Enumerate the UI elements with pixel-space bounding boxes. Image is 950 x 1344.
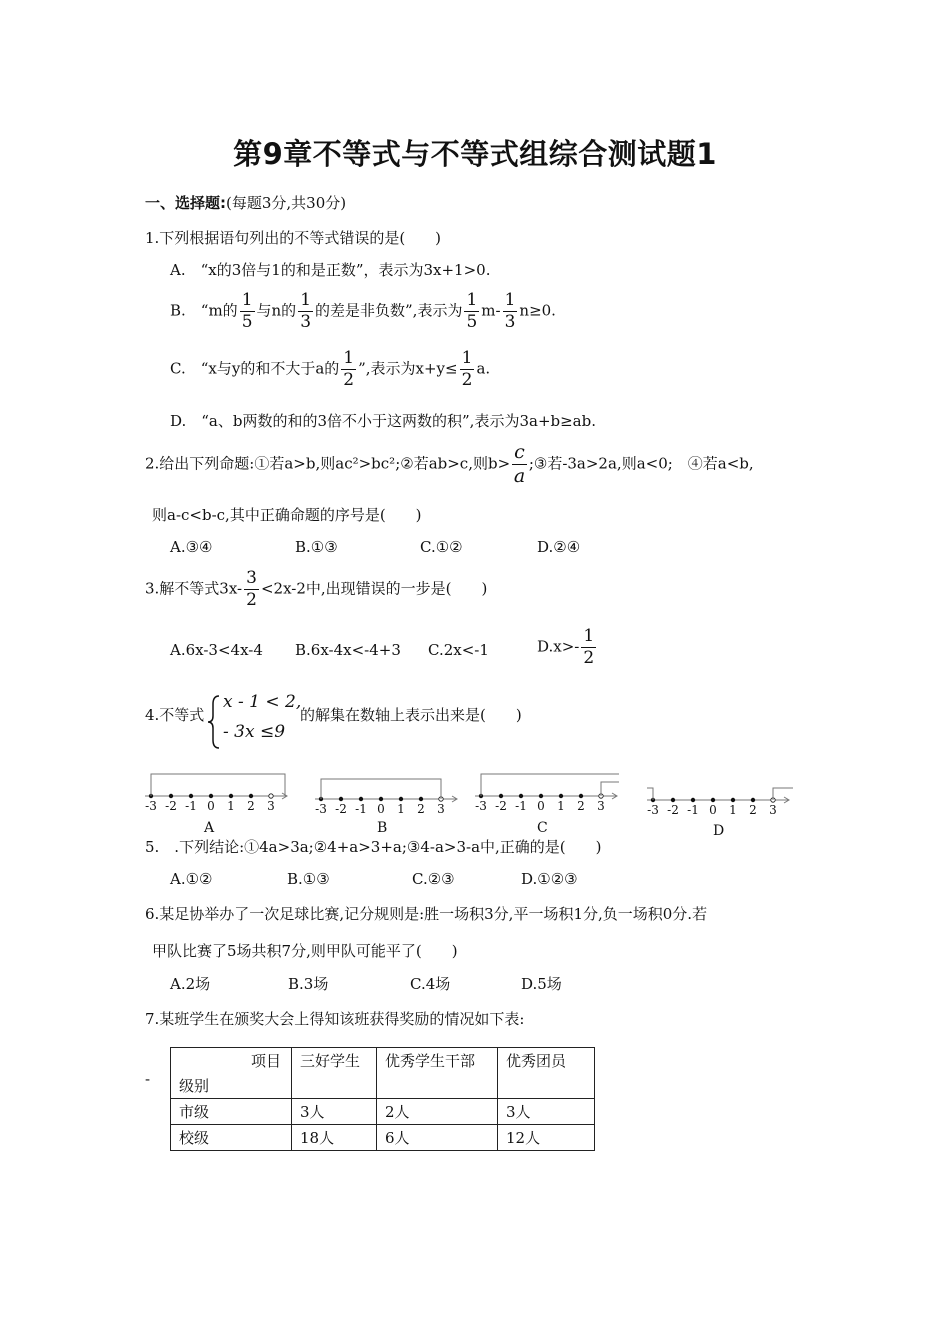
- tick-dot: [209, 794, 213, 798]
- q1-c-text: a.: [476, 359, 491, 378]
- table-row: [171, 1125, 595, 1151]
- tick-dot: [189, 794, 193, 798]
- q4-stem-b: 的解集在数轴上表示出来是( ): [300, 706, 522, 724]
- q5-option-d: D.①②③: [521, 870, 578, 888]
- section-name: 一、选择题:: [145, 194, 226, 212]
- table-cell: 2人: [377, 1099, 498, 1125]
- q1-b-text: 与n的: [256, 301, 297, 320]
- tick-dot: [269, 794, 273, 798]
- q5-stem: 5. .下列结论:①4a>3a;②4+a>3+a;③4-a>3-a中,正确的是( ): [145, 838, 602, 856]
- q1-b-text: B. “m的: [170, 301, 238, 320]
- q1-c-text: ”,表示为x+y≤: [358, 359, 458, 378]
- tick-dot: [691, 798, 695, 802]
- tick-label: 3: [437, 802, 445, 816]
- tick-dot: [399, 797, 403, 801]
- q1-option-a: A. “x的3倍与1的和是正数”，表示为3x+1>0.: [170, 261, 491, 279]
- fraction-c-over-a: $\frac{c}{a}$: [513, 441, 526, 487]
- section-heading: [145, 192, 346, 213]
- table-cell: 3人: [498, 1099, 595, 1125]
- q3-d-text: D.x>-: [537, 637, 580, 656]
- table-cell: 校级: [171, 1125, 292, 1151]
- q3-option-a: A.6x-3<4x-4: [170, 641, 263, 659]
- inequality-system: [205, 692, 305, 752]
- fraction-one-third: $\frac{1}{3}$: [504, 290, 516, 332]
- page-title: 第9章不等式与不等式组综合测试题1: [233, 137, 717, 171]
- table-cell: 6人: [377, 1125, 498, 1151]
- system-row-1: x - 1 < 2,: [223, 692, 302, 712]
- fraction-one-half: $\frac{1}{2}$: [343, 348, 355, 390]
- q1-c-text: C. “x与y的和不大于a的: [170, 359, 340, 378]
- tick-dot: [751, 798, 755, 802]
- q1-b-text: n≥0.: [519, 301, 556, 320]
- table-cell: 12人: [498, 1125, 595, 1151]
- tick-dot: [519, 794, 523, 798]
- q6-option-a: A.2场: [170, 975, 211, 993]
- q1-b-text: m-: [481, 301, 501, 320]
- tick-label: 1: [227, 799, 235, 813]
- fraction-three-halves: $\frac{3}{2}$: [246, 568, 257, 610]
- tick-label: -2: [165, 799, 177, 813]
- tick-dot: [711, 798, 715, 802]
- q1-option-c: [170, 350, 490, 389]
- tick-label: -3: [315, 802, 327, 816]
- fraction-one-fifth: $\frac{1}{5}$: [241, 290, 253, 332]
- tick-label: -2: [495, 799, 507, 813]
- tick-dot: [559, 794, 563, 798]
- tick-label: -3: [145, 799, 157, 813]
- q2-option-a: A.③④: [170, 538, 213, 556]
- fraction-one-third: $\frac{1}{3}$: [300, 290, 312, 332]
- tick-label: -3: [475, 799, 487, 813]
- q6-option-c: C.4场: [410, 975, 451, 993]
- awards-table: [170, 1047, 595, 1151]
- table-header-row: [171, 1048, 595, 1099]
- tick-label: 2: [247, 799, 255, 813]
- tick-dot: [339, 797, 343, 801]
- corner-bottom: 级别: [179, 1077, 210, 1095]
- q3-stem: [145, 570, 487, 609]
- q6-stem-cont: 甲队比赛了5场共积7分,则甲队可能平了( ): [152, 942, 458, 960]
- tick-label: -1: [687, 803, 699, 817]
- table-cell: 市级: [171, 1099, 292, 1125]
- fraction-one-half: $\frac{1}{2}$: [583, 626, 595, 668]
- tick-label: 0: [537, 799, 545, 813]
- q3-text: <2x-2中,出现错误的一步是( ): [260, 579, 488, 598]
- left-brace: [205, 692, 223, 752]
- table-cell: 3人: [292, 1099, 377, 1125]
- tick-label: -1: [355, 802, 367, 816]
- q3-option-c: C.2x<-1: [428, 641, 489, 659]
- table-header: 优秀学生干部: [377, 1048, 498, 1099]
- table-header: 三好学生: [292, 1048, 377, 1099]
- q2-text: 2.给出下列命题:①若a>b,则ac²>bc²;②若ab>c,则b>: [145, 454, 511, 473]
- tick-label: 2: [749, 803, 757, 817]
- q5-option-b: B.①③: [287, 870, 330, 888]
- tick-dot: [579, 794, 583, 798]
- q3-option-b: B.6x-4x<-4+3: [295, 641, 401, 659]
- q2-text: ;③若-3a>2a,则a<0; ④若a<b,: [528, 454, 754, 473]
- tick-label: 1: [397, 802, 405, 816]
- choice-label-d: D: [713, 823, 725, 839]
- tick-label: 0: [377, 802, 385, 816]
- number-line-c: [473, 770, 623, 820]
- choice-label-a: A: [204, 820, 215, 836]
- tick-label: 0: [709, 803, 717, 817]
- q1-b-text: 的差是非负数”,表示为: [315, 301, 463, 320]
- tick-dot: [169, 794, 173, 798]
- choice-label-c: C: [537, 820, 548, 836]
- tick-dot: [379, 797, 383, 801]
- q1-option-b: [170, 292, 556, 331]
- tick-dot: [419, 797, 423, 801]
- fraction-one-fifth: $\frac{1}{5}$: [466, 290, 478, 332]
- tick-label: 3: [597, 799, 605, 813]
- tick-label: 1: [557, 799, 565, 813]
- tick-dot: [229, 794, 233, 798]
- q6-option-d: D.5场: [521, 975, 562, 993]
- tick-dot: [671, 798, 675, 802]
- tick-label: -1: [515, 799, 527, 813]
- table-row: [171, 1099, 595, 1125]
- table-header: 优秀团员: [498, 1048, 595, 1099]
- tick-dot: [359, 797, 363, 801]
- tick-dot: [499, 794, 503, 798]
- tick-label: 1: [729, 803, 737, 817]
- q2-stem-cont: 则a-c<b-c,其中正确命题的序号是( ): [152, 506, 422, 524]
- q3-text: 3.解不等式3x-: [145, 579, 243, 598]
- number-line-b: [313, 773, 463, 823]
- fraction-one-half: $\frac{1}{2}$: [461, 348, 473, 390]
- tick-dot: [249, 794, 253, 798]
- stray-dash: -: [145, 1070, 151, 1088]
- q1-option-d: D. “a、b两数的和的3倍不小于这两数的积”,表示为3a+b≥ab.: [170, 412, 596, 430]
- table-corner-cell: [171, 1048, 292, 1099]
- q5-option-c: C.②③: [412, 870, 455, 888]
- q4-stem-a: 4.不等式: [145, 706, 205, 724]
- q6-stem: 6.某足协举办了一次足球比赛,记分规则是:胜一场积3分,平一场积1分,负一场积0分.若: [145, 905, 708, 923]
- corner-top: 项目: [250, 1052, 281, 1070]
- q2-option-c: C.①②: [420, 538, 463, 556]
- tick-label: 0: [207, 799, 215, 813]
- tick-label: -2: [335, 802, 347, 816]
- table-cell: 18人: [292, 1125, 377, 1151]
- tick-label: 3: [267, 799, 275, 813]
- choice-label-b: B: [377, 820, 388, 836]
- tick-label: 3: [769, 803, 777, 817]
- tick-dot: [539, 794, 543, 798]
- q2-stem: [145, 443, 754, 486]
- tick-label: -3: [647, 803, 659, 817]
- q3-option-d: [537, 628, 598, 667]
- q2-option-d: D.②④: [537, 538, 581, 556]
- q5-option-a: A.①②: [170, 870, 213, 888]
- q2-option-b: B.①③: [295, 538, 338, 556]
- number-line-a: [143, 770, 288, 820]
- tick-dot: [731, 798, 735, 802]
- system-row-2: - 3x ≤9: [223, 722, 286, 742]
- tick-label: -1: [185, 799, 197, 813]
- tick-label: 2: [417, 802, 425, 816]
- tick-label: -2: [667, 803, 679, 817]
- section-note: (每题3分,共30分): [226, 194, 347, 212]
- q7-stem: 7.某班学生在颁奖大会上得知该班获得奖励的情况如下表:: [145, 1010, 525, 1028]
- tick-label: 2: [577, 799, 585, 813]
- q1-stem: 1.下列根据语句列出的不等式错误的是( ): [145, 229, 442, 247]
- q6-option-b: B.3场: [288, 975, 329, 993]
